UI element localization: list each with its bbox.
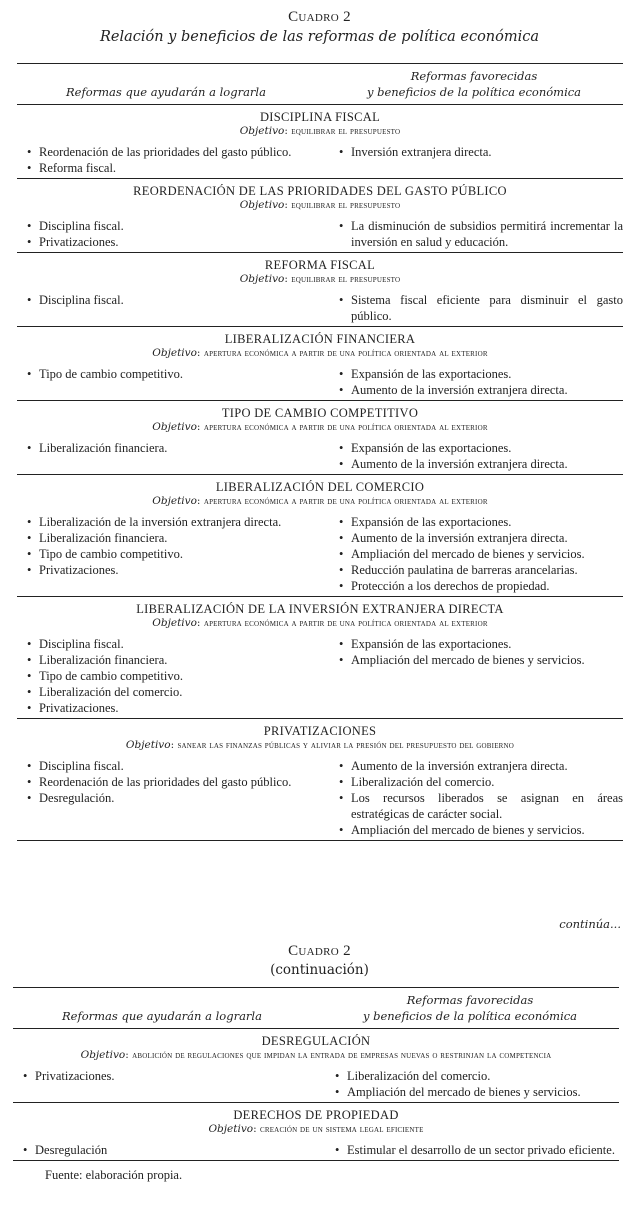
section-objective: Objetivo: abolición de regulaciones que impidan la entrada de empresas nuevas o restrinjan la competencia: [80, 1049, 552, 1061]
list-item: • Sistema fiscal eficiente para disminuir el gasto público.: [339, 292, 623, 324]
objective-label: Objetivo: [239, 125, 285, 137]
objective-label: Objetivo: [152, 347, 197, 359]
list-item: • Tipo de cambio competitivo.: [27, 668, 311, 684]
list-item: • Liberalización financiera.: [27, 440, 311, 456]
list-item: • Desregulación.: [27, 790, 311, 806]
section-title: REFORMA FISCAL: [264, 258, 376, 272]
helping-reforms-list: [17, 440, 331, 472]
benefits-list: [331, 144, 623, 176]
table-section: [17, 327, 623, 401]
helping-reforms-list: [17, 758, 331, 838]
section-objective: Objetivo: apertura económica a partir de una política orientada al exterior: [152, 495, 488, 507]
benefits-list: [327, 1142, 619, 1158]
table-section: [17, 105, 623, 179]
table-section: [17, 253, 623, 327]
list-item: • Reducción paulatina de barreras arancelarias.: [339, 562, 623, 578]
objective-text: equilibrar el presupuesto: [291, 274, 401, 285]
section-objective: Objetivo: sanear las finanzas públicas y aliviar la presión del presupuesto del gobierno: [125, 739, 515, 751]
section-objective: Objetivo: equilibrar el presupuesto: [239, 125, 401, 137]
list-item: • Reordenación de las prioridades del gasto público.: [27, 144, 311, 160]
list-item: • Privatizaciones.: [27, 562, 311, 578]
table-caption-continued: [0, 943, 639, 978]
objective-text: apertura económica a partir de una política orientada al exterior: [203, 496, 488, 507]
helping-reforms-list: [17, 514, 331, 594]
list-item: • Privatizaciones.: [27, 234, 311, 250]
column-headers: [13, 988, 619, 1029]
objective-label: Objetivo: [152, 495, 197, 507]
list-item: • Inversión extranjera directa.: [339, 144, 623, 160]
table-subtitle: (continuación): [270, 962, 369, 978]
section-objective: Objetivo: apertura económica a partir de una política orientada al exterior: [152, 421, 488, 433]
table-section: [17, 401, 623, 475]
list-item: • Aumento de la inversión extranjera directa.: [339, 758, 623, 774]
helping-reforms-list: [17, 636, 331, 716]
list-item: • Ampliación del mercado de bienes y servicios.: [339, 546, 623, 562]
objective-label: Objetivo: [80, 1049, 126, 1061]
helping-reforms-list: [17, 218, 331, 250]
source-note: Fuente: elaboración propia.: [45, 1168, 183, 1182]
objective-label: Objetivo: [239, 199, 285, 211]
table-label: Cuadro 2: [288, 943, 351, 959]
objective-text: equilibrar el presupuesto: [291, 200, 401, 211]
benefits-list: [331, 366, 623, 398]
section-objective: Objetivo: creación de un sistema legal eficiente: [208, 1123, 424, 1135]
list-item: • Ampliación del mercado de bienes y servicios.: [335, 1084, 619, 1100]
section-objective: Objetivo: apertura económica a partir de una política orientada al exterior: [152, 617, 488, 629]
section-title: DISCIPLINA FISCAL: [259, 110, 381, 124]
list-item: • Ampliación del mercado de bienes y servicios.: [339, 652, 623, 668]
table-section: [17, 475, 623, 597]
helping-reforms-list: [13, 1142, 327, 1158]
list-item: • Protección a los derechos de propiedad.: [339, 578, 623, 594]
list-item: • Reforma fiscal.: [27, 160, 311, 176]
column-header-left: Reformas que ayudarán a lograrla: [62, 1009, 262, 1023]
table-label: Cuadro 2: [288, 9, 351, 25]
table-subtitle: Relación y beneficios de las reformas de política económica: [99, 29, 540, 45]
list-item: • Aumento de la inversión extranjera directa.: [339, 382, 623, 398]
objective-text: apertura económica a partir de una política orientada al exterior: [203, 422, 488, 433]
section-title: TIPO DE CAMBIO COMPETITIVO: [221, 406, 419, 420]
section-title: LIBERALIZACIÓN DE LA INVERSIÓN EXTRANJERA DIRECTA: [136, 602, 504, 616]
objective-label: Objetivo: [125, 739, 171, 751]
list-item: • Privatizaciones.: [27, 700, 311, 716]
list-item: • Disciplina fiscal.: [27, 218, 311, 234]
section-title: REORDENACIÓN DE LAS PRIORIDADES DEL GASTO PÚBLICO: [133, 184, 507, 198]
list-item: • Aumento de la inversión extranjera directa.: [339, 530, 623, 546]
objective-label: Objetivo: [152, 421, 197, 433]
table-section: [13, 1029, 619, 1103]
list-item: • Liberalización financiera.: [27, 652, 311, 668]
table-section: [17, 719, 623, 841]
section-objective: Objetivo: equilibrar el presupuesto: [239, 199, 401, 211]
section-title: LIBERALIZACIÓN FINANCIERA: [224, 332, 416, 346]
objective-label: Objetivo: [152, 617, 197, 629]
helping-reforms-list: [17, 366, 331, 398]
objective-label: Objetivo: [208, 1123, 254, 1135]
continues-note: continúa...: [559, 917, 621, 931]
benefits-list: [331, 758, 623, 838]
column-header-right: Reformas favorecidas y beneficios de la política económica: [366, 69, 582, 99]
list-item: • Tipo de cambio competitivo.: [27, 546, 311, 562]
benefits-list: [331, 636, 623, 716]
list-item: • Disciplina fiscal.: [27, 758, 311, 774]
column-header-left: Reformas que ayudarán a lograrla: [66, 85, 266, 99]
section-objective: Objetivo: equilibrar el presupuesto: [239, 273, 401, 285]
helping-reforms-list: [17, 144, 331, 176]
list-item: • Expansión de las exportaciones.: [339, 514, 623, 530]
section-title: PRIVATIZACIONES: [263, 724, 377, 738]
list-item: • Disciplina fiscal.: [27, 292, 311, 308]
benefits-list: [331, 514, 623, 594]
list-item: • Ampliación del mercado de bienes y servicios.: [339, 822, 623, 838]
benefits-list: [331, 440, 623, 472]
list-item: • Estimular el desarrollo de un sector privado eficiente.: [335, 1142, 619, 1158]
column-header-right: Reformas favorecidas y beneficios de la política económica: [362, 993, 578, 1023]
list-item: • Aumento de la inversión extranjera directa.: [339, 456, 623, 472]
list-item: • Expansión de las exportaciones.: [339, 440, 623, 456]
objective-text: abolición de regulaciones que impidan la entrada de empresas nuevas o restrinjan la competencia: [132, 1050, 552, 1061]
list-item: • Los recursos liberados se asignan en áreas estratégicas de carácter social.: [339, 790, 623, 822]
helping-reforms-list: [13, 1068, 327, 1100]
section-title: LIBERALIZACIÓN DEL COMERCIO: [215, 480, 425, 494]
table-caption: [0, 9, 639, 45]
list-item: • Liberalización de la inversión extranjera directa.: [27, 514, 311, 530]
list-item: • La disminución de subsidios permitirá incrementar la inversión en salud y educación.: [339, 218, 623, 250]
column-headers: [17, 64, 623, 105]
table-part-1: [17, 63, 623, 841]
benefits-list: [327, 1068, 619, 1100]
table-section: [17, 597, 623, 719]
section-objective: Objetivo: apertura económica a partir de una política orientada al exterior: [152, 347, 488, 359]
benefits-list: [331, 292, 623, 324]
list-item: • Expansión de las exportaciones.: [339, 366, 623, 382]
benefits-list: [331, 218, 623, 250]
helping-reforms-list: [17, 292, 331, 324]
objective-text: apertura económica a partir de una política orientada al exterior: [203, 348, 488, 359]
list-item: • Liberalización financiera.: [27, 530, 311, 546]
table-body: [13, 1029, 619, 1161]
table-part-2: [13, 987, 619, 1183]
table-body: [17, 105, 623, 841]
table-section: [13, 1103, 619, 1161]
objective-label: Objetivo: [239, 273, 285, 285]
objective-text: sanear las finanzas públicas y aliviar la presión del presupuesto del gobierno: [177, 740, 515, 751]
list-item: • Liberalización del comercio.: [335, 1068, 619, 1084]
list-item: • Reordenación de las prioridades del gasto público.: [27, 774, 311, 790]
section-title: DESREGULACIÓN: [261, 1034, 371, 1048]
objective-text: apertura económica a partir de una política orientada al exterior: [203, 618, 488, 629]
table-section: [17, 179, 623, 253]
list-item: • Privatizaciones.: [23, 1068, 307, 1084]
list-item: • Liberalización del comercio.: [339, 774, 623, 790]
list-item: • Disciplina fiscal.: [27, 636, 311, 652]
list-item: • Expansión de las exportaciones.: [339, 636, 623, 652]
list-item: • Liberalización del comercio.: [27, 684, 311, 700]
list-item: • Desregulación: [23, 1142, 307, 1158]
objective-text: creación de un sistema legal eficiente: [259, 1124, 424, 1135]
list-item: • Tipo de cambio competitivo.: [27, 366, 311, 382]
section-title: DERECHOS DE PROPIEDAD: [233, 1108, 399, 1122]
objective-text: equilibrar el presupuesto: [291, 126, 401, 137]
